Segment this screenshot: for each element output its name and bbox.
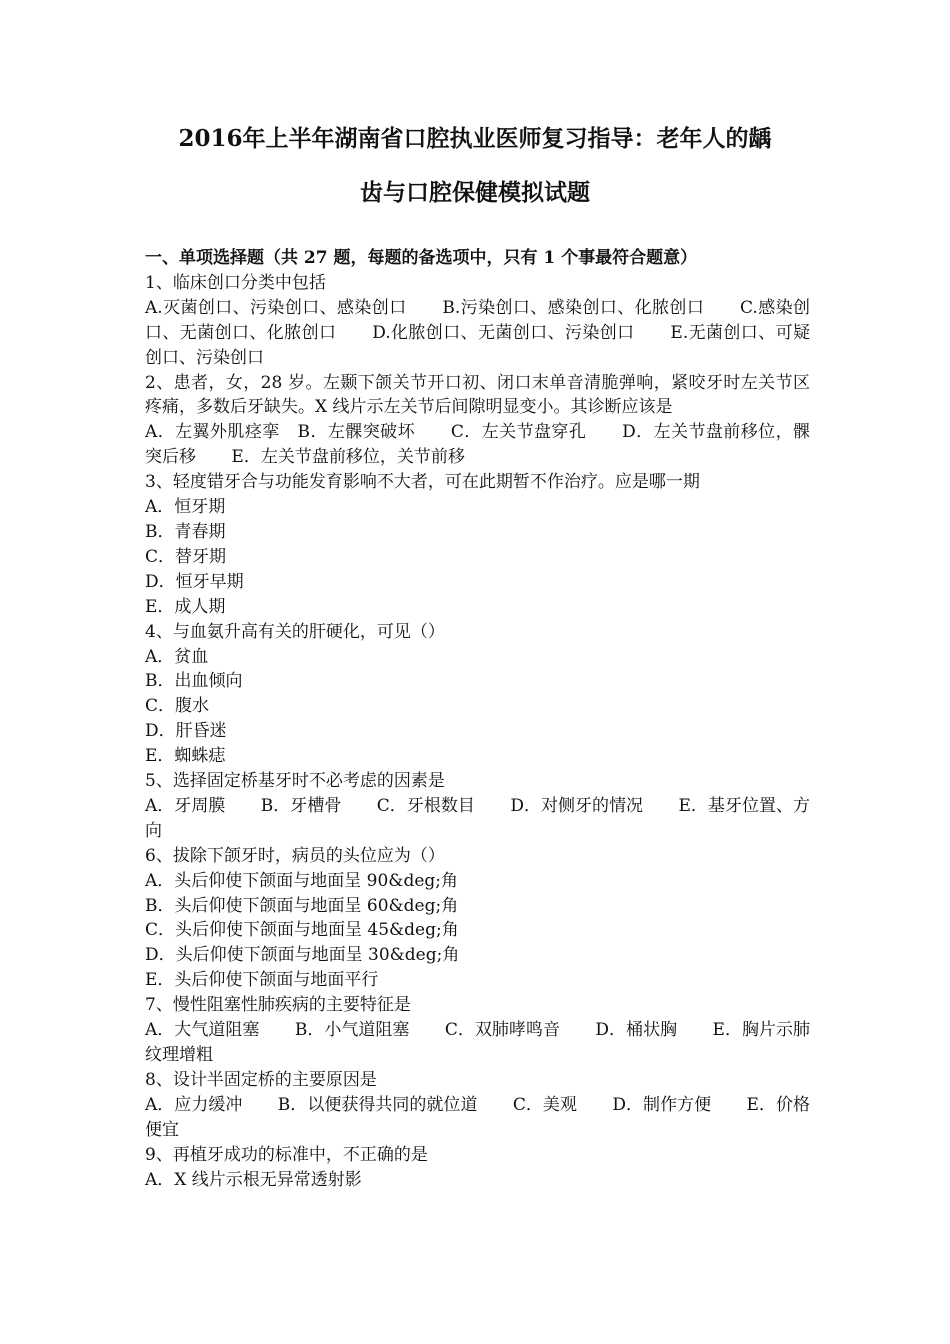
title-line-2: 齿与口腔保健模拟试题 <box>360 179 590 206</box>
option-a: A．头后仰使下颌面与地面呈 90&deg;角 <box>145 870 458 891</box>
option-a: A．左翼外肌痉挛 <box>145 422 280 443</box>
question-5 <box>145 769 810 844</box>
option-c: C．牙根数目 <box>376 795 475 816</box>
option-e: E．头后仰使下颌面与地面平行 <box>145 970 379 991</box>
option-e: E.无菌创口、可疑创口、污染创口 <box>145 322 811 368</box>
option-d: D.化脓创口、无菌创口、污染创口 <box>372 322 635 343</box>
question-8 <box>145 1068 810 1143</box>
option-d: D．头后仰使下颌面与地面呈 30&deg;角 <box>145 945 460 966</box>
option-d: D．左关节盘前移位，髁突后移 <box>145 422 811 468</box>
question-3 <box>145 470 810 619</box>
question-section <box>145 246 810 1192</box>
question-1 <box>145 271 810 371</box>
title-line-1: 2016年上半年湖南省口腔执业医师复习指导：老年人的龋 <box>178 125 772 152</box>
question-4 <box>145 620 810 769</box>
option-b: B．小气道阻塞 <box>294 1020 410 1041</box>
document-title <box>120 112 830 220</box>
option-e: E．左关节盘前移位，关节前移 <box>231 447 465 468</box>
options-block <box>145 296 810 371</box>
option-a: A．应力缓冲 <box>145 1094 243 1115</box>
option-e: E．蜘蛛痣 <box>145 746 226 767</box>
question-9 <box>145 1143 810 1193</box>
options-block <box>145 794 810 844</box>
option-a: A．恒牙期 <box>145 497 226 518</box>
question-stem: 3、轻度错牙合与功能发育影响不大者，可在此期暂不作治疗。应是哪一期 <box>145 472 700 493</box>
option-c: C．腹水 <box>145 696 210 717</box>
option-a: A.灭菌创口、污染创口、感染创口 <box>145 297 407 318</box>
option-e: E．胸片示肺纹理增粗 <box>145 1020 811 1065</box>
option-b: B．头后仰使下颌面与地面呈 60&deg;角 <box>145 895 459 916</box>
option-c: C．头后仰使下颌面与地面呈 45&deg;角 <box>145 920 459 941</box>
option-b: B．出血倾向 <box>145 671 243 692</box>
option-c: C．左关节盘穿孔 <box>450 422 587 443</box>
question-2 <box>145 371 810 471</box>
option-c: C．双肺哮鸣音 <box>444 1020 560 1041</box>
option-a: A．大气道阻塞 <box>145 1020 260 1041</box>
option-e: E．基牙位置、方向 <box>145 795 810 841</box>
section-heading: 一、单项选择题（共 27 题，每题的备选项中，只有 1 个事最符合题意） <box>145 248 698 268</box>
option-e: E．成人期 <box>145 596 226 617</box>
option-c: C．美观 <box>512 1094 577 1115</box>
options-block <box>145 1018 810 1068</box>
option-a: A．贫血 <box>145 646 209 667</box>
option-d: D．对侧牙的情况 <box>510 795 644 816</box>
option-e: E．价格便宜 <box>145 1094 810 1140</box>
option-c: C.感染创口、无菌创口、化脓创口 <box>145 297 811 343</box>
option-d: D．肝昏迷 <box>145 721 227 742</box>
options-block <box>145 1093 810 1143</box>
question-stem: 4、与血氨升高有关的肝硬化，可见（） <box>145 621 445 642</box>
option-d: D．制作方便 <box>612 1094 712 1115</box>
question-stem: 2、患者，女，28 岁。左颞下颌关节开口初、闭口末单音清脆弹响，紧咬牙时左关节区疼痛，多数后牙缺失。X 线片示左关节后间隙明显变小。其诊断应该是 <box>145 372 810 418</box>
question-stem: 7、慢性阻塞性肺疾病的主要特征是 <box>145 995 411 1016</box>
option-d: D．桶状胸 <box>595 1020 678 1041</box>
options-block <box>145 420 810 470</box>
question-stem: 9、再植牙成功的标准中，不正确的是 <box>145 1144 428 1165</box>
question-stem: 8、设计半固定桥的主要原因是 <box>145 1069 377 1090</box>
question-7 <box>145 993 810 1068</box>
question-stem: 5、选择固定桥基牙时不必考虑的因素是 <box>145 771 445 792</box>
question-6 <box>145 844 810 993</box>
question-stem: 6、拔除下颌牙时，病员的头位应为（） <box>145 845 445 866</box>
option-c: C．替牙期 <box>145 546 227 567</box>
option-b: B．青春期 <box>145 521 226 542</box>
option-a: A．X 线片示根无异常透射影 <box>145 1169 362 1190</box>
option-b: B.污染创口、感染创口、化脓创口 <box>442 297 705 318</box>
option-b: B．牙槽骨 <box>260 795 342 816</box>
option-b: B．左髁突破坏 <box>297 422 416 443</box>
question-stem: 1、临床创口分类中包括 <box>145 272 326 293</box>
option-d: D．恒牙早期 <box>145 571 244 592</box>
option-b: B．以便获得共同的就位道 <box>277 1094 478 1115</box>
option-a: A．牙周膜 <box>145 795 226 816</box>
